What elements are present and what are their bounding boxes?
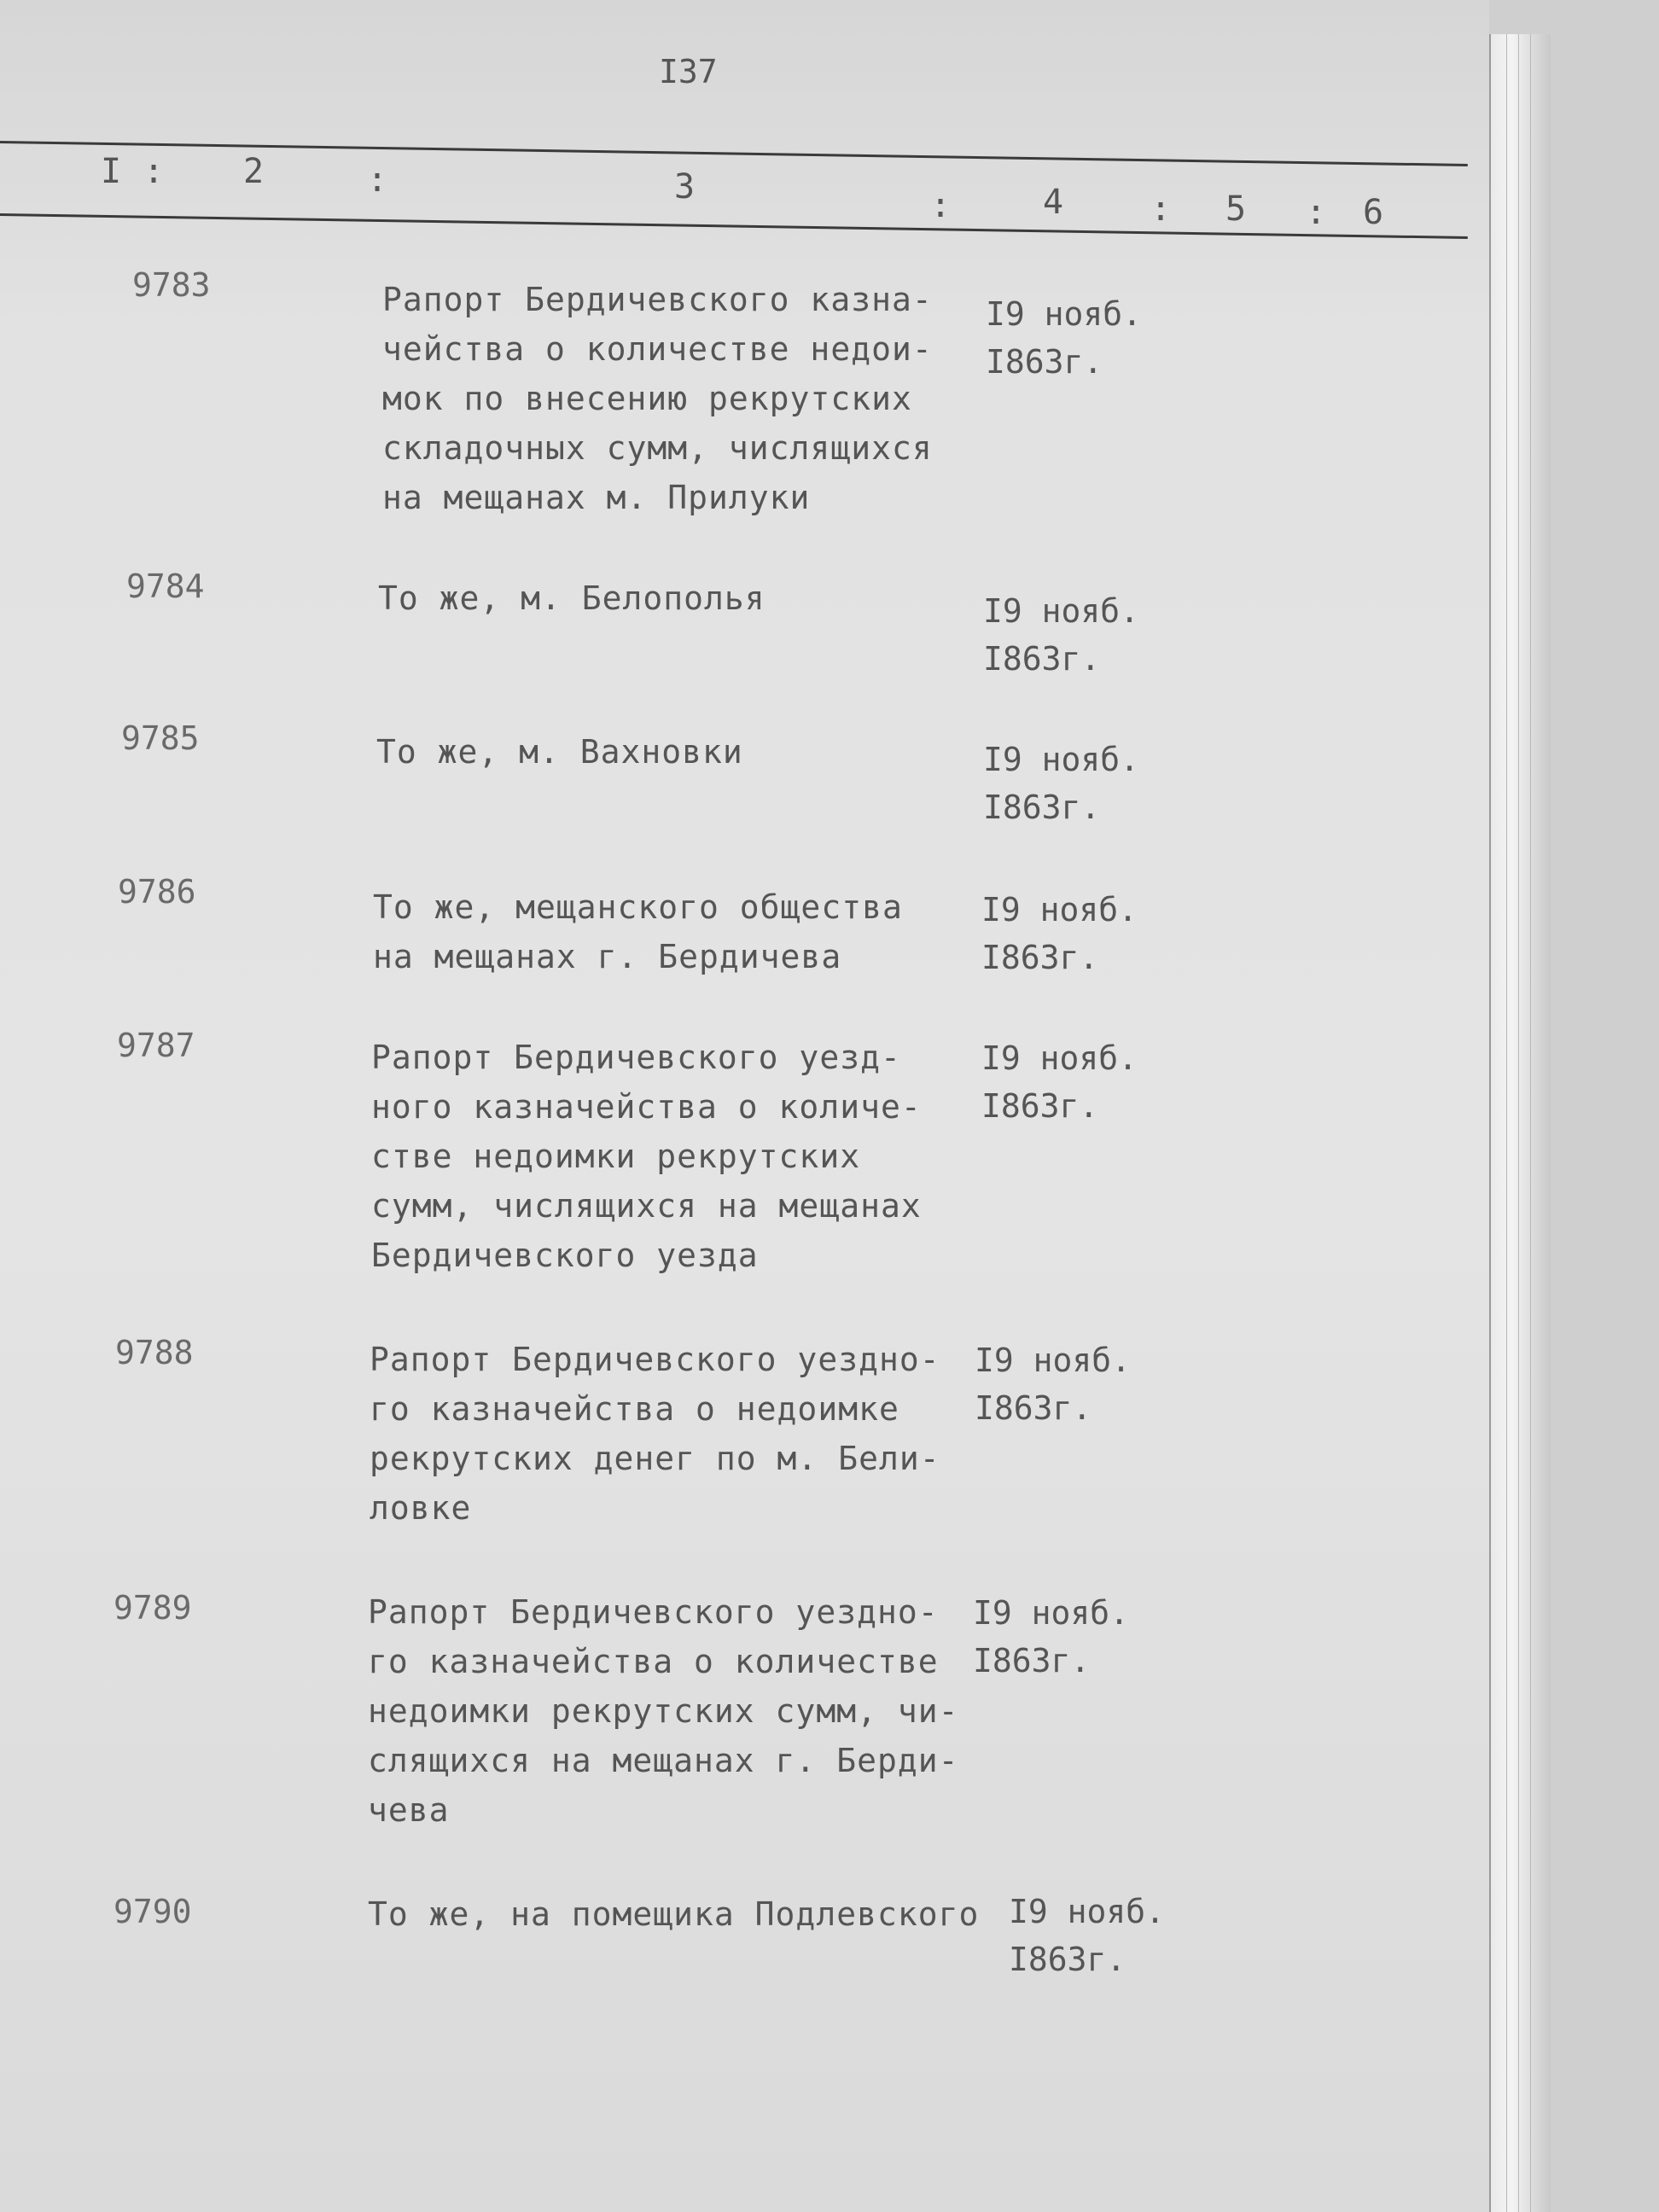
entry-number: 9786 — [118, 873, 196, 911]
header-bottom-rule — [0, 213, 1468, 239]
column-separator: : — [1150, 189, 1172, 229]
entry-title: То же, м. Вахновки — [376, 733, 743, 771]
entry-title: То же, на помещика Подлевского — [368, 1895, 980, 1933]
column-header-3: 3 — [674, 167, 696, 207]
entry-date: I9 нояб. I863г. — [981, 1039, 1138, 1125]
entry-number: 9785 — [121, 719, 200, 757]
entry-title: То же, мещанского общества на мещанах г. Бердичева — [373, 888, 903, 975]
entry-date: I9 нояб. I863г. — [973, 1594, 1130, 1679]
entry-number: 9784 — [126, 568, 205, 605]
entry-date: I9 нояб. I863г. — [975, 1342, 1132, 1427]
column-separator: : — [143, 152, 165, 191]
column-header-4: 4 — [1043, 183, 1064, 222]
entry-date: I9 нояб. I863г. — [983, 741, 1140, 826]
page-stack-edge — [1489, 34, 1551, 2212]
entry-date: I9 нояб. I863г. — [986, 295, 1143, 381]
column-header-1: I — [101, 152, 122, 191]
entry-number: 9789 — [114, 1589, 192, 1627]
entry-title: Рапорт Бердичевского уездно- го казначейства о количестве недоимки рекрутских сумм, чи- слящихся на мещанах г. Берди- чева — [368, 1593, 959, 1829]
column-separator: : — [930, 186, 952, 225]
entry-date: I9 нояб. I863г. — [981, 891, 1138, 976]
column-header-6: 6 — [1363, 193, 1384, 232]
entry-date: I9 нояб. I863г. — [983, 592, 1140, 678]
entry-title: То же, м. Белополья — [378, 579, 765, 617]
entry-title: Рапорт Бердичевского уезд- ного казначейства о количе- стве недоимки рекрутских сумм, числящихся на мещанах Бердичевского уезда — [371, 1039, 922, 1274]
header-top-rule — [0, 141, 1468, 166]
entry-number: 9788 — [115, 1334, 194, 1371]
entry-number: 9787 — [117, 1027, 195, 1064]
entry-title: Рапорт Бердичевского казна- чейства о количестве недои- мок по внесению рекрутских складочных сумм, числящихся на мещанах м. Прилуки — [382, 281, 933, 516]
entry-date: I9 нояб. I863г. — [1009, 1893, 1166, 1978]
column-separator: : — [367, 160, 388, 200]
entry-number: 9783 — [132, 266, 211, 304]
entry-title: Рапорт Бердичевского уездно- го казначейства о недоимке рекрутских денег по м. Бели- ловке — [370, 1341, 940, 1527]
column-separator: : — [1306, 193, 1327, 232]
page-number: I37 — [659, 53, 718, 90]
entry-number: 9790 — [114, 1893, 192, 1930]
column-header-5: 5 — [1225, 189, 1247, 229]
column-header-2: 2 — [243, 152, 265, 191]
